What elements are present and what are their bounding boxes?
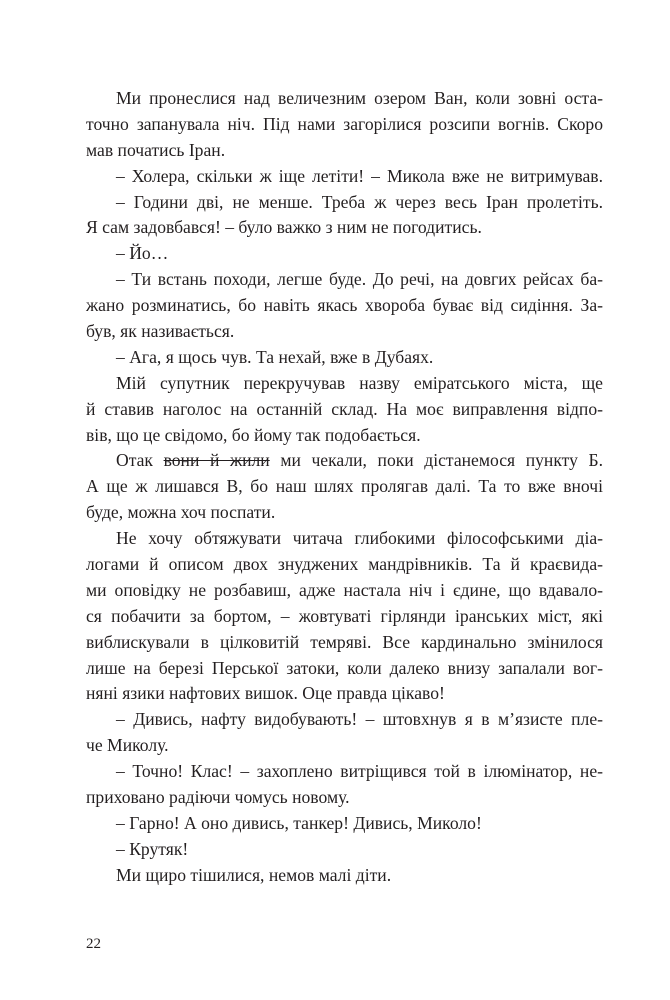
- line-text-after: ми чекали, поки дістанемося пункту Б.: [269, 450, 604, 471]
- text-line: Мій супутник перекручував назву еміратського міста, ще: [116, 372, 603, 393]
- page-number: 22: [86, 936, 101, 952]
- text-line: виблискували в цілковитій темряві. Все кардинально змінилося: [86, 631, 603, 652]
- line-text-before: Отак: [116, 450, 164, 471]
- text-line: – Холера, скільки ж іще летіти! – Микола вже не витримував.: [116, 165, 603, 186]
- text-line: лише на березі Перської затоки, коли далеко внизу запалали вог-: [86, 657, 603, 678]
- text-line: був, як називається.: [86, 321, 235, 342]
- text-line: й ставив наголос на останній склад. На моє виправлення відпо-: [86, 398, 603, 419]
- text-line: Ми щиро тішилися, немов малі діти.: [116, 864, 392, 885]
- text-line: вів, що це свідомо, бо йому так подобається.: [86, 424, 421, 445]
- text-line: – Точно! Клас! – захоплено витріщився той в ілюмінатор, не-: [116, 761, 603, 782]
- text-line: – Крутяк!: [116, 838, 189, 859]
- text-line: – Ти встань походи, легше буде. До речі, на довгих рейсах ба-: [116, 269, 603, 290]
- struck-through-text: вони й жили: [163, 450, 270, 471]
- text-line: – Години дві, не менше. Треба ж через весь Іран пролетіть.: [116, 191, 603, 212]
- text-line: – Гарно! А оно дивись, танкер! Дивись, Миколо!: [116, 812, 482, 833]
- text-line: мав початись Іран.: [86, 139, 226, 160]
- text-line: ся побачити за бортом, – жовтуваті гірлянди іранських міст, які: [86, 605, 603, 626]
- text-line: че Миколу.: [86, 735, 169, 756]
- text-line: А ще ж лишався В, бо наш шлях пролягав далі. Та то вже вночі: [86, 476, 603, 497]
- text-line: приховано радіючи чомусь новому.: [86, 787, 350, 808]
- text-line: Я сам задовбався! – було важко з ним не погодитись.: [86, 217, 482, 238]
- text-line: жано розминатись, бо навіть якась хвороба буває від сидіння. За-: [86, 295, 603, 316]
- text-line: точно запанувала ніч. Під нами загорілися розсипи вогнів. Скоро: [86, 113, 603, 134]
- text-line: – Ага, я щось чув. Та нехай, вже в Дубаях.: [116, 346, 434, 367]
- text-line: – Йо…: [116, 243, 169, 264]
- text-line: няні язики нафтових вишок. Оце правда цікаво!: [86, 683, 445, 704]
- text-line: – Дивись, нафту видобувають! – штовхнув я в м’язисте пле-: [116, 709, 603, 730]
- book-page-text: [86, 86, 603, 889]
- text-line: буде, можна хоч поспати.: [86, 502, 276, 523]
- text-line: Не хочу обтяжувати читача глибокими філософськими діа-: [116, 528, 603, 549]
- text-line-with-strikethrough: [86, 448, 603, 474]
- text-line: Ми пронеслися над величезним озером Ван, коли зовні оста-: [116, 88, 603, 108]
- text-line: логами й описом двох знуджених мандрівників. Та й краєвида-: [86, 554, 603, 575]
- text-line: ми оповідку не розбавиш, адже настала ніч і єдине, що вдавало-: [86, 579, 603, 600]
